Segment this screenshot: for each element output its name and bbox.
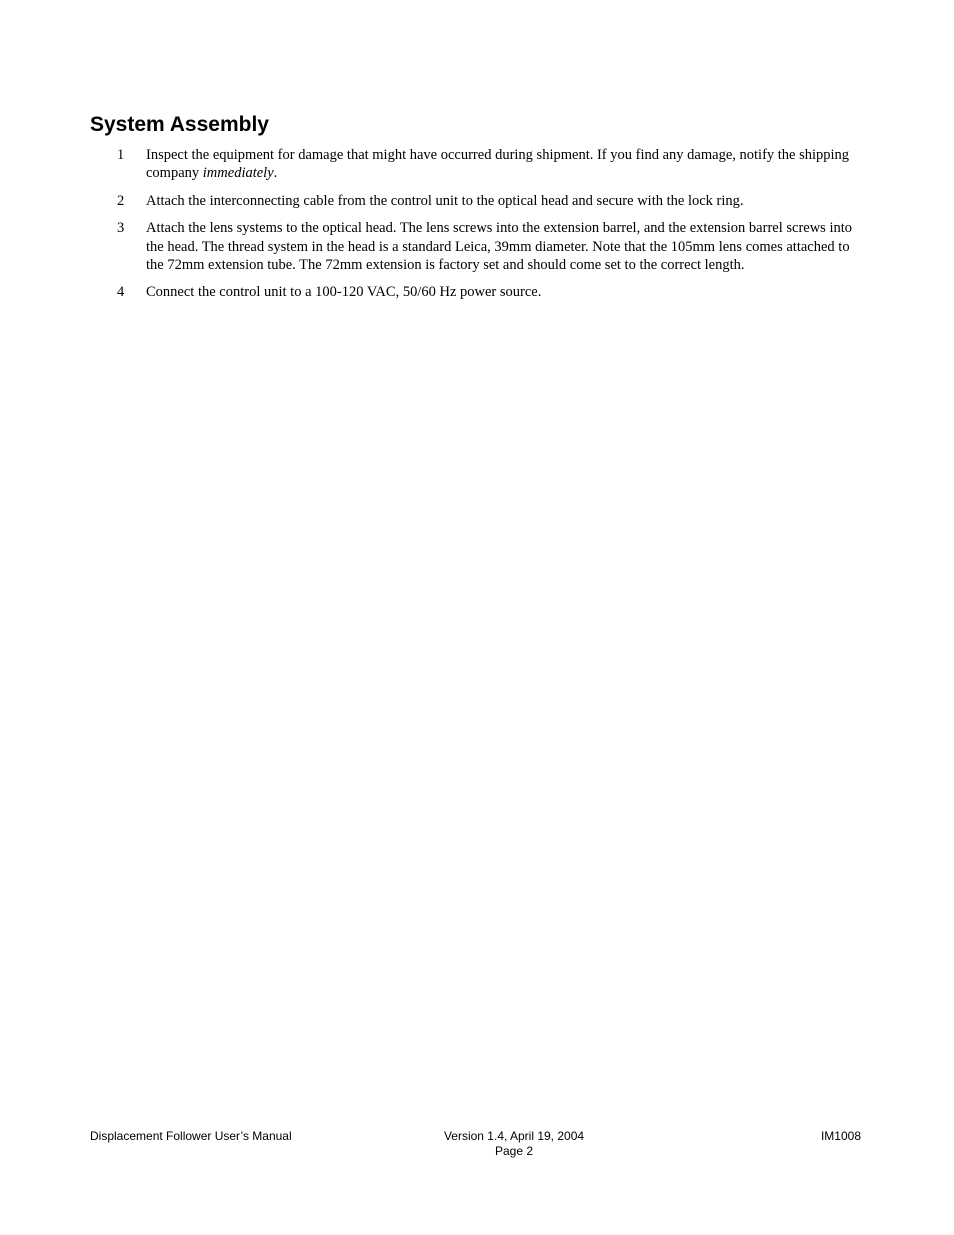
footer-manual-title: Displacement Follower User’s Manual [90, 1129, 292, 1143]
footer-version-page [444, 1129, 584, 1159]
step-number: 1 [117, 147, 125, 163]
assembly-steps-list [90, 146, 865, 311]
list-item [90, 219, 865, 274]
step-text: Connect the control unit to a 100-120 VAC, 50/60 Hz power source. [146, 284, 542, 301]
footer-document-id: IM1008 [820, 1129, 861, 1143]
step-text [146, 146, 865, 183]
step-text: Attach the lens systems to the optical head. The lens screws into the extension barrel, and the extension barrel screws into the head. The thread system in the head is a standard Leica, 39mm diameter. Note that the 105mm lens comes attached to the 72mm extension tube. The 72mm extension is factory set and should come set to the correct length. [146, 220, 853, 274]
step-number: 3 [117, 220, 125, 237]
list-item [90, 146, 865, 183]
step-text: Attach the interconnecting cable from the control unit to the optical head and secure with the lock ring. [146, 192, 744, 209]
step-emphasis: immediately [202, 165, 274, 182]
footer-page-number: Page 2 [494, 1144, 534, 1158]
footer-version: Version 1.4, April 19, 2004 [443, 1129, 585, 1143]
step-text-part: Inspect the equipment for damage that might have occurred during shipment. If you find any damage, notify the shipping company [146, 147, 850, 182]
list-item [90, 283, 865, 301]
step-number: 2 [117, 192, 125, 209]
step-number: 4 [117, 284, 125, 301]
step-text-part: . [273, 165, 278, 182]
list-item [90, 192, 865, 210]
page-heading: System Assembly [90, 113, 269, 136]
